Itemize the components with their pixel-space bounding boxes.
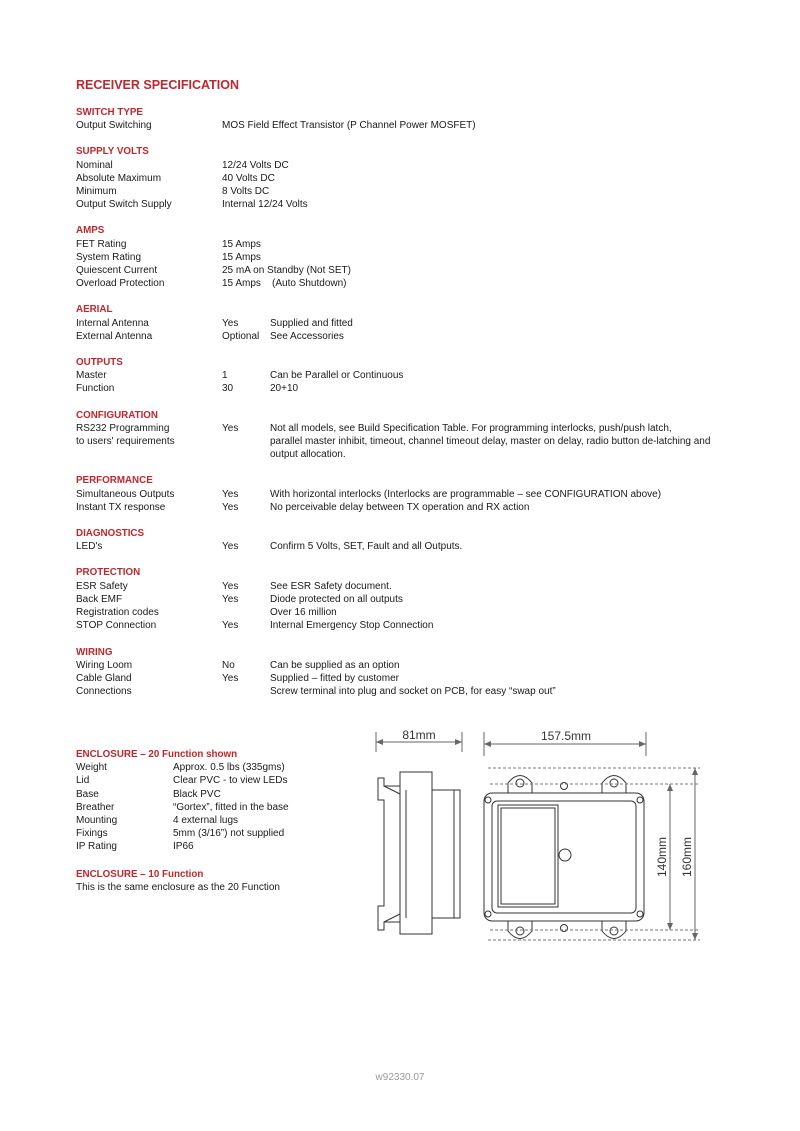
- spec-row: [76, 488, 776, 501]
- spec-value: 30: [222, 383, 234, 395]
- spec-label: Minimum: [76, 186, 117, 198]
- spec-label: Internal Antenna: [76, 317, 149, 329]
- spec-note: Diode protected on all outputs: [270, 593, 403, 605]
- spec-value: Internal 12/24 Volts: [222, 199, 308, 211]
- spec-note: See ESR Safety document.: [270, 580, 392, 592]
- spec-label: Absolute Maximum: [76, 172, 162, 184]
- spec-label: Overload Protection: [76, 278, 165, 290]
- enclosure-value: “Gortex”, fitted in the base: [173, 801, 289, 813]
- spec-value: Yes: [222, 620, 239, 632]
- section-heading: CONFIGURATION: [76, 409, 158, 421]
- spec-row: [76, 172, 776, 185]
- enclosure-row: [76, 801, 366, 814]
- spec-value: MOS Field Effect Transistor (P Channel Power MOSFET): [222, 120, 476, 132]
- specification-list: [76, 106, 776, 711]
- spec-note: Can be supplied as an option: [270, 659, 400, 671]
- spec-row: [76, 659, 776, 672]
- spec-value: 12/24 Volts DC: [222, 159, 289, 171]
- spec-label: Output Switch Supply: [76, 199, 172, 211]
- spec-note: Can be Parallel or Continuous: [270, 370, 404, 382]
- spec-row: [76, 251, 776, 264]
- spec-note: Not all models, see Build Specification Table. For programming interlocks, push/push latch,: [270, 422, 672, 434]
- spec-label: Function: [76, 383, 115, 395]
- spec-value: Yes: [222, 672, 239, 684]
- spec-note: output allocation.: [270, 449, 346, 461]
- spec-value: [222, 448, 270, 461]
- spec-row: [76, 264, 776, 277]
- spec-label: Quiescent Current: [76, 265, 158, 277]
- spec-note: Over 16 million: [270, 607, 337, 619]
- spec-note: Supplied and fitted: [270, 317, 353, 329]
- section-heading: AMPS: [76, 225, 105, 237]
- enclosure-value: IP66: [173, 841, 194, 853]
- spec-value: 15 Amps (Auto Shutdown): [222, 278, 347, 290]
- spec-row: [76, 159, 776, 172]
- spec-row: [76, 330, 776, 343]
- enclosure-label: Base: [76, 788, 99, 800]
- spec-value: 15 Amps: [222, 251, 261, 263]
- spec-note: No perceivable delay between TX operation and RX action: [270, 501, 530, 513]
- spec-section: [76, 224, 776, 290]
- spec-row: [76, 119, 776, 132]
- enclosure-block: [76, 748, 366, 894]
- spec-label: to users' requirements: [76, 436, 175, 448]
- spec-row: [76, 198, 776, 211]
- spec-value: Yes: [222, 488, 239, 500]
- spec-value: No: [222, 659, 235, 671]
- section-heading: PERFORMANCE: [76, 475, 153, 487]
- spec-label: Connections: [76, 686, 132, 698]
- spec-section: [76, 356, 776, 396]
- spec-label: Instant TX response: [76, 501, 166, 513]
- spec-label: [76, 448, 222, 461]
- spec-value: Yes: [222, 593, 239, 605]
- spec-note: See Accessories: [270, 330, 344, 342]
- dim-depth-label: 81mm: [402, 728, 436, 742]
- spec-value: Optional: [222, 330, 260, 342]
- enclosure-value: Approx. 0.5 lbs (335gms): [173, 762, 285, 774]
- spec-note: Supplied – fitted by customer: [270, 672, 399, 684]
- document-reference: w92330.07: [375, 1072, 425, 1083]
- spec-section: [76, 646, 776, 699]
- spec-row: [76, 685, 776, 698]
- spec-row: [76, 369, 776, 382]
- spec-value: 1: [222, 370, 228, 382]
- spec-label: ESR Safety: [76, 580, 128, 592]
- enclosure-row: [76, 761, 366, 774]
- spec-value: Yes: [222, 422, 239, 434]
- spec-label: LED's: [76, 541, 103, 553]
- enclosure-value: Black PVC: [173, 788, 221, 800]
- spec-value: 8 Volts DC: [222, 186, 270, 198]
- spec-row: [76, 277, 776, 290]
- enclosure-label: Breather: [76, 801, 115, 813]
- enclosure-row: [76, 774, 366, 787]
- spec-row: [76, 448, 776, 461]
- dim-outer-height-label: 160mm: [680, 836, 694, 878]
- section-heading: OUTPUTS: [76, 357, 123, 369]
- spec-value: [222, 606, 270, 619]
- spec-value: [222, 685, 270, 698]
- enclosure20-list: [76, 761, 366, 853]
- spec-label: Nominal: [76, 159, 113, 171]
- spec-label: Wiring Loom: [76, 659, 133, 671]
- spec-note: 20+10: [270, 383, 299, 395]
- spec-row: [76, 540, 776, 553]
- enclosure-label: Lid: [76, 775, 90, 787]
- enclosure-row: [76, 814, 366, 827]
- spec-label: STOP Connection: [76, 620, 157, 632]
- spec-section: [76, 527, 776, 553]
- spec-section: [76, 303, 776, 343]
- enclosure-value: 4 external lugs: [173, 815, 239, 827]
- section-heading: AERIAL: [76, 304, 113, 316]
- spec-row: [76, 606, 776, 619]
- enclosure-value: Clear PVC - to view LEDs: [173, 775, 288, 787]
- enclosure-row: [76, 788, 366, 801]
- enclosure-row: [76, 827, 366, 840]
- spec-label: Back EMF: [76, 593, 123, 605]
- enclosure-value: 5mm (3/16”) not supplied: [173, 828, 285, 840]
- enclosure-label: IP Rating: [76, 841, 117, 853]
- section-heading: SWITCH TYPE: [76, 107, 143, 118]
- spec-row: [76, 580, 776, 593]
- spec-label: Master: [76, 370, 107, 382]
- spec-row: [76, 382, 776, 395]
- dim-inner-height-label: 140mm: [655, 836, 669, 878]
- enclosure-label: Fixings: [76, 828, 108, 840]
- enclosure10-text: This is the same enclosure as the 20 Function: [76, 881, 280, 893]
- section-heading: PROTECTION: [76, 567, 141, 579]
- spec-row: [76, 435, 776, 448]
- spec-section: [76, 474, 776, 514]
- enclosure10-heading: ENCLOSURE – 10 Function: [76, 868, 204, 880]
- spec-value: Yes: [222, 541, 239, 553]
- spec-label: Registration codes: [76, 607, 159, 619]
- spec-section: [76, 566, 776, 632]
- enclosure20-heading: ENCLOSURE – 20 Function shown: [76, 749, 238, 760]
- spec-value: Yes: [222, 317, 239, 329]
- section-heading: SUPPLY VOLTS: [76, 146, 149, 158]
- spec-value: Yes: [222, 501, 239, 513]
- spec-value: 15 Amps: [222, 238, 261, 250]
- page-title: RECEIVER SPECIFICATION: [76, 78, 239, 92]
- enclosure-label: Weight: [76, 762, 107, 774]
- spec-row: [76, 672, 776, 685]
- spec-note: Screw terminal into plug and socket on PCB, for easy “swap out”: [270, 686, 556, 698]
- spec-note: Internal Emergency Stop Connection: [270, 620, 434, 632]
- spec-label: External Antenna: [76, 330, 153, 342]
- section-heading: WIRING: [76, 646, 113, 658]
- spec-label: FET Rating: [76, 238, 127, 250]
- spec-section: [76, 145, 776, 211]
- spec-value: [222, 435, 270, 448]
- spec-section: [76, 409, 776, 462]
- spec-label: System Rating: [76, 251, 142, 263]
- spec-row: [76, 238, 776, 251]
- spec-value: Yes: [222, 580, 239, 592]
- spec-value: 40 Volts DC: [222, 172, 275, 184]
- enclosure-row: [76, 840, 366, 853]
- spec-row: [76, 317, 776, 330]
- spec-note: Confirm 5 Volts, SET, Fault and all Outputs.: [270, 541, 463, 553]
- spec-value: 25 mA on Standby (Not SET): [222, 265, 351, 277]
- spec-note: parallel master inhibit, timeout, channel timeout delay, master on delay, radio button de-latching and: [270, 436, 711, 448]
- section-heading: DIAGNOSTICS: [76, 528, 145, 540]
- spec-row: [76, 619, 776, 632]
- spec-row: [76, 593, 776, 606]
- spec-row: [76, 501, 776, 514]
- spec-label: RS232 Programming: [76, 422, 170, 434]
- spec-row: [76, 185, 776, 198]
- spec-label: Simultaneous Outputs: [76, 488, 175, 500]
- enclosure-drawing: [370, 728, 710, 953]
- spec-label: Cable Gland: [76, 672, 132, 684]
- enclosure-label: Mounting: [76, 815, 118, 827]
- spec-row: [76, 422, 776, 435]
- spec-section: [76, 106, 776, 132]
- dim-width-label: 157.5mm: [540, 729, 592, 743]
- spec-note: With horizontal interlocks (Interlocks are programmable – see CONFIGURATION above): [270, 488, 662, 500]
- spec-label: Output Switching: [76, 120, 152, 132]
